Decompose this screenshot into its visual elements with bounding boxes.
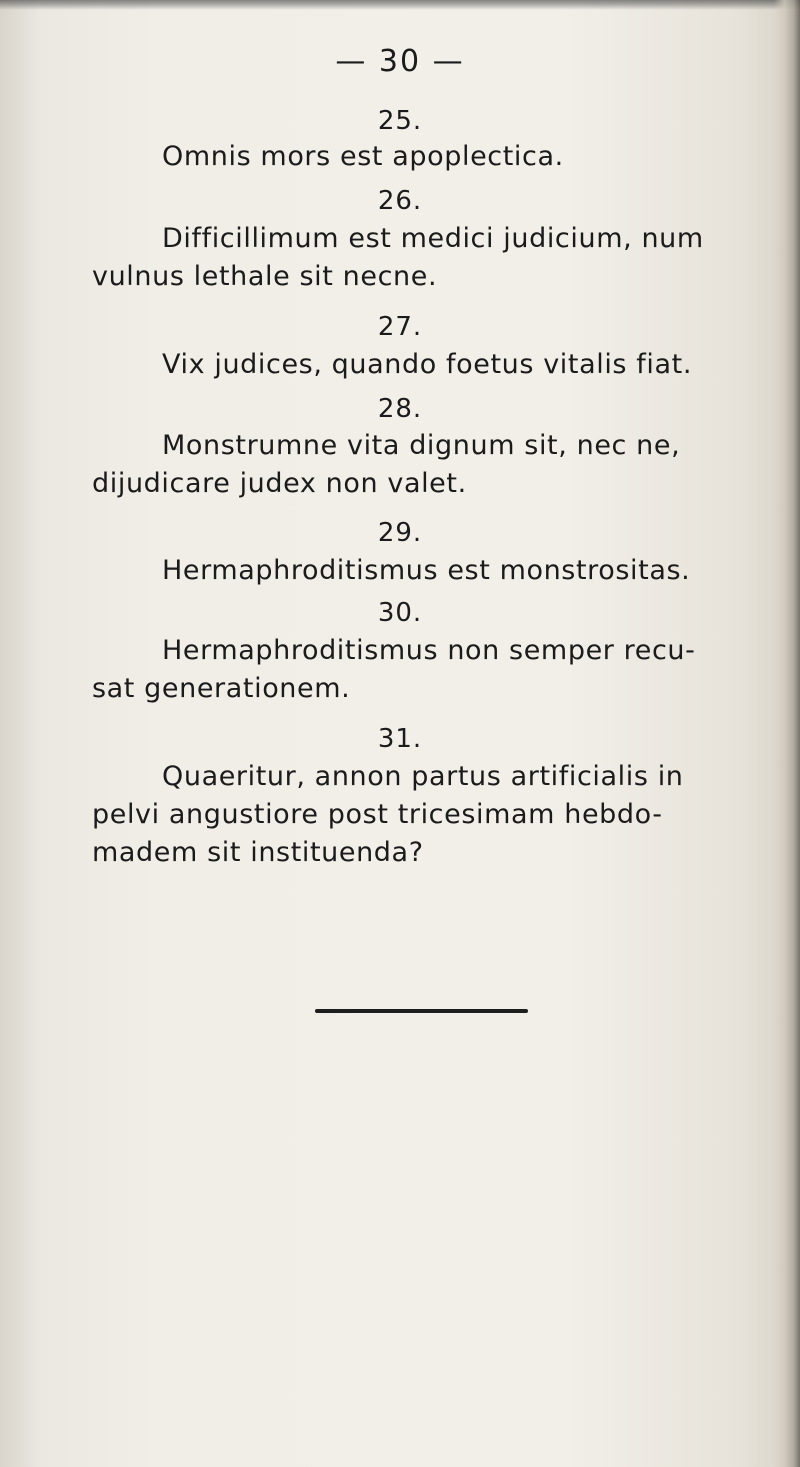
thesis-number-27: 27. (377, 312, 423, 342)
thesis-30-line-2: sat generationem. (92, 673, 351, 704)
thesis-27-text (92, 346, 772, 384)
thesis-number-25: 25. (377, 106, 423, 136)
thesis-number-28: 28. (377, 394, 423, 424)
thesis-27-line-1: Vix judices, quando foetus vitalis fiat. (162, 349, 692, 380)
thesis-31-line-3: madem sit instituenda? (92, 837, 424, 868)
thesis-30-line-1: Hermaphroditismus non semper recu- (162, 635, 696, 666)
thesis-number-29: 29. (377, 518, 423, 548)
thesis-31-line-1: Quaeritur, annon partus artificialis in (162, 761, 684, 792)
thesis-28-text (92, 427, 772, 503)
thesis-28-line-1: Monstrumne vita dignum sit, nec ne, (162, 430, 681, 461)
thesis-number-31: 31. (377, 724, 423, 754)
thesis-31-text (92, 758, 772, 872)
top-page-edge (0, 0, 800, 10)
thesis-26-line-2: vulnus lethale sit necne. (92, 261, 438, 292)
thesis-number-26: 26. (377, 186, 423, 216)
thesis-31-line-2: pelvi angustiore post tricesimam hebdo- (92, 799, 663, 830)
thesis-26-line-1: Difficillimum est medici judicium, num (162, 223, 704, 254)
thesis-25-line-1: Omnis mors est apoplectica. (162, 141, 564, 172)
page-number-header: — 30 — (335, 44, 465, 79)
thesis-25-text (92, 138, 772, 176)
thesis-29-line-1: Hermaphroditismus est monstrositas. (162, 555, 691, 586)
thesis-28-line-2: dijudicare judex non valet. (92, 468, 467, 499)
thesis-30-text (92, 632, 772, 708)
thesis-29-text (92, 552, 772, 590)
thesis-26-text (92, 220, 772, 296)
closing-rule (315, 1009, 528, 1013)
thesis-number-30: 30. (377, 598, 423, 628)
